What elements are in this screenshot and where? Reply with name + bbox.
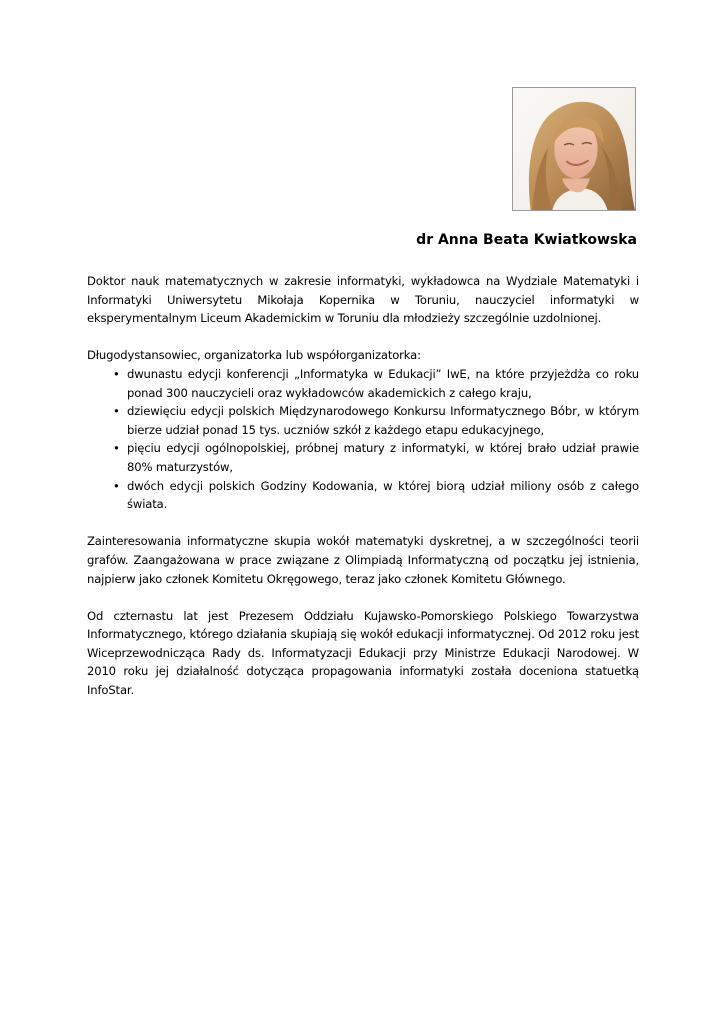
bullet-icon: • — [113, 478, 120, 493]
portrait-photo — [512, 87, 636, 211]
bullet-icon: • — [113, 404, 120, 419]
list-item-text: dwunastu edycji konferencji „Informatyka w Edukacji” IwE, na które przyjeżdża co roku ponad 300 nauczycieli oraz wykładowców akademickich z całego kraju, — [127, 366, 639, 400]
list-item — [113, 402, 639, 439]
list-item — [113, 477, 639, 514]
list-item-text: pięciu edycji ogólnopolskiej, próbnej matury z informatyki, w której brało udział prawie 80% maturzystów, — [127, 441, 639, 474]
list-item — [113, 365, 639, 402]
list-item-text: dziewięciu edycji polskich Międzynarodowego Konkursu Informatycznego Bóbr, w którym bierze udział ponad 15 tys. uczniów szkół z każdego etapu edukacyjnego, — [127, 404, 639, 437]
bullet-icon: • — [113, 366, 120, 381]
portrait-illustration — [513, 88, 635, 210]
biography — [87, 272, 639, 700]
bullet-icon: • — [113, 441, 120, 456]
list-item-text: dwóch edycji polskich Godziny Kodowania, w której biorą udział miliony osób z całego świata. — [127, 478, 639, 512]
organizer-lead: Długodystansowiec, organizatorka lub współorganizatorka: — [87, 348, 421, 363]
society-paragraph: Od czternastu lat jest Prezesem Oddziału Kujawsko-Pomorskiego Polskiego Towarzystwa Informatycznego, którego działania skupiają się wokół edukacji informatycznej. Od 2012 roku jest Wiceprzewodnicząca Rady ds. Informatyzacji Edukacji przy Ministrze Edukacji Narodowej. W 2010 roku jej działalność dotycząca propagowania informatyki została doceniona statuetką InfoStar. — [87, 608, 639, 698]
intro-paragraph: Doktor nauk matematycznych w zakresie informatyki, wykładowca na Wydziale Matematyki i Informatyki Uniwersytetu Mikołaja Kopernika w Toruniu, nauczyciel informatyki w eksperymentalnym Liceum Akademickim w Toruniu dla młodzieży szczególnie uzdolnionej. — [87, 274, 639, 326]
interests-paragraph: Zainteresowania informatyczne skupia wokół matematyki dyskretnej, a w szczególności teorii grafów. Zaangażowana w prace związane z Olimpiadą Informatyczną od początku jej istnienia, najpierw jako członek Komitetu Okręgowego, teraz jako członek Komitetu Głównego. — [87, 534, 639, 586]
list-item — [113, 439, 639, 476]
organizer-list — [87, 365, 639, 514]
person-name: dr Anna Beata Kwiatkowska — [416, 232, 637, 248]
organizer-section — [87, 346, 639, 513]
